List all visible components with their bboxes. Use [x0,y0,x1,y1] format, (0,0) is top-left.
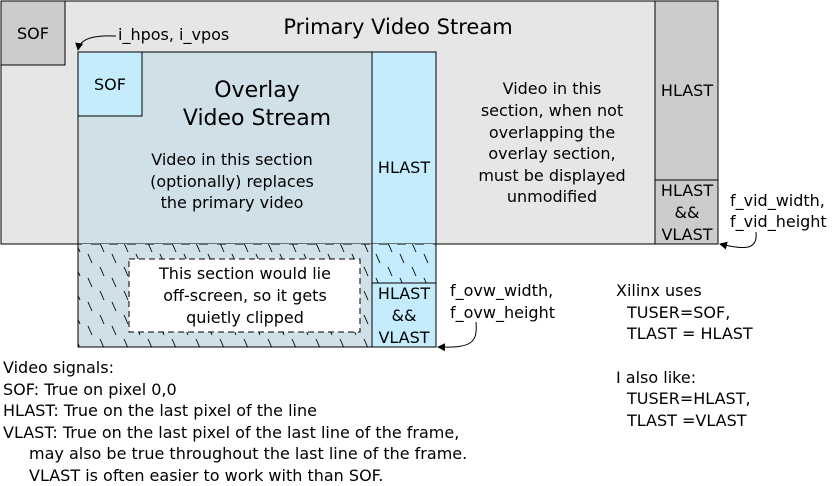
overlay-hlast-label: HLAST [377,158,431,177]
primary-sof-label: SOF [17,24,49,43]
signals-vlast-cont2: VLAST is often easier to work with than SOF. [29,466,384,485]
overlay-note-line3: the primary video [160,193,304,212]
xilinx-tuser: TUSER=SOF, [627,303,731,322]
clip-note-line3: quietly clipped [186,308,304,327]
primary-size-label-line2: f_vid_height [730,212,827,231]
also-like-tlast: TLAST =VLAST [627,411,747,430]
overlay-hvlast-line2: && [391,306,417,325]
signals-vlast-cont1: may also be true throughout the last line of the frame. [29,444,468,463]
xilinx-heading: Xilinx uses [616,281,702,300]
overlay-hlast-column [372,52,436,244]
primary-size-arrow [720,232,756,248]
primary-note-line4: overlay section, [488,144,616,163]
signals-vlast: VLAST: True on the last pixel of the last line of the frame, [3,423,460,442]
signals-hlast: HLAST: True on the last pixel of the line [3,401,317,420]
xilinx-tlast: TLAST = HLAST [627,324,753,343]
primary-hvlast-line1: HLAST [660,181,714,200]
primary-note-line2: section, when not [480,101,624,120]
also-like-tuser: TUSER=HLAST, [627,389,751,408]
clip-note-line2: off-screen, so it gets [163,286,327,305]
primary-hlast-label: HLAST [660,81,714,100]
overlay-title-line2: Video Stream [182,106,332,131]
also-like-heading: I also like: [616,368,697,387]
overlay-size-arrow [438,322,476,347]
overlay-size-label-line2: f_ovw_height [450,303,555,322]
overlay-note-line2: (optionally) replaces [150,172,314,191]
overlay-sof-label: SOF [94,75,126,94]
overlay-title-line1: Overlay [214,78,300,103]
overlay-hvlast-line3: VLAST [378,328,430,347]
overlay-size-label-line1: f_ovw_width, [450,281,554,300]
overlay-position-label: i_hpos, i_vpos [118,25,230,44]
primary-note-line1: Video in this [502,79,602,98]
primary-note-line5: must be displayed [478,166,626,185]
primary-hvlast-line2: && [674,203,700,222]
clip-note-line1: This section would lie [159,264,331,283]
signals-sof: SOF: True on pixel 0,0 [3,380,177,399]
overlay-hlast-clipped [372,244,436,283]
primary-title: Primary Video Stream [283,15,513,39]
primary-hvlast-line3: VLAST [661,225,713,244]
overlay-hvlast-line1: HLAST [377,284,431,303]
primary-note-line6: unmodified [506,187,598,206]
primary-note-line3: overlapping the [488,123,616,142]
signals-heading: Video signals: [3,358,114,377]
primary-size-label-line1: f_vid_width, [730,191,825,210]
overlay-note-line1: Video in this section [151,150,313,169]
